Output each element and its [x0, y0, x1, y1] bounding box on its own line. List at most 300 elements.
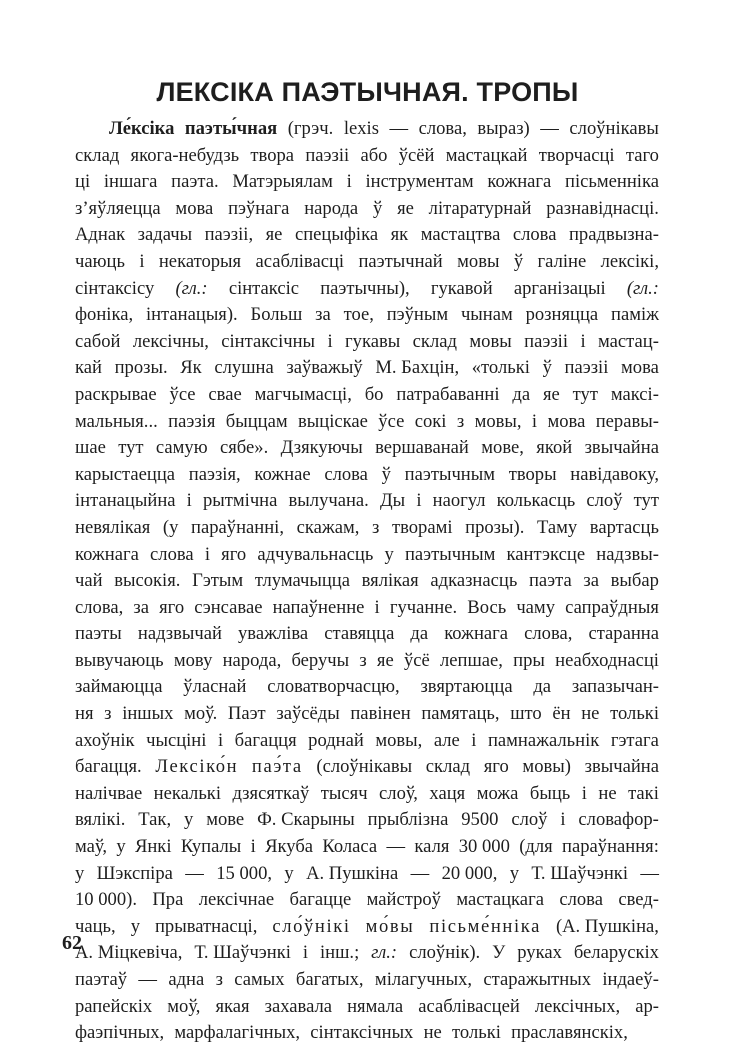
text-line: [75, 621, 659, 648]
word: яе: [397, 197, 414, 219]
word: іншых: [122, 703, 174, 725]
text-line: [75, 914, 659, 941]
word: лексічных,: [534, 995, 621, 1017]
word: патрабаванні: [396, 383, 500, 405]
word: (гл.:: [626, 277, 659, 299]
word: за: [315, 304, 331, 326]
word: лексікі,: [600, 250, 659, 272]
word: 10 000).: [75, 889, 137, 911]
word: (для: [519, 836, 553, 858]
word: напаўненне: [272, 596, 365, 618]
word: і: [471, 729, 477, 751]
word: мовы: [469, 330, 512, 352]
word: паэтычнай: [358, 250, 443, 272]
word: слова,: [75, 596, 124, 618]
word: кай: [75, 357, 102, 379]
word: адчувальнасць: [257, 543, 374, 565]
word: тое,: [343, 304, 374, 326]
word: Вось: [467, 596, 507, 618]
word: памнажальнік: [487, 729, 600, 751]
word: не: [598, 782, 617, 804]
word: не: [423, 1022, 442, 1044]
word: захавала: [264, 995, 333, 1017]
text-line: [75, 329, 659, 356]
word: яго: [159, 596, 185, 618]
word: старажытных: [483, 969, 592, 990]
word: з: [359, 649, 367, 671]
word: асаблівасці: [255, 250, 345, 272]
word: мовы,: [474, 410, 522, 432]
word: яе: [376, 649, 394, 671]
word: неабходнасці: [555, 649, 659, 671]
word: якой: [536, 437, 573, 459]
word: Больш: [250, 304, 303, 326]
word: сло́ўнікі: [272, 915, 351, 937]
word: налічвае: [75, 782, 143, 804]
word: мову: [173, 649, 213, 671]
word: паэтычным: [404, 543, 496, 565]
word: з: [104, 703, 112, 725]
word: творамі: [391, 516, 453, 538]
word: —: [640, 862, 659, 884]
word: склад: [75, 144, 120, 166]
word: М. Бахцін,: [375, 357, 460, 379]
word: вылучана.: [288, 490, 369, 512]
word: выраз): [477, 118, 530, 139]
word: самую: [155, 437, 208, 459]
word: сінтаксісу: [75, 277, 155, 299]
word: павінен: [350, 703, 411, 725]
word: мілагучных,: [374, 969, 473, 990]
word: слоў: [511, 809, 548, 831]
text-line: [75, 887, 659, 914]
word: (грэч.: [287, 118, 334, 139]
word: у: [509, 862, 520, 884]
word: Дзякуючы: [280, 437, 363, 459]
word: паэзія: [168, 410, 216, 432]
text-line: [75, 807, 659, 834]
word: кантэксце: [506, 543, 586, 565]
word: чаму: [516, 596, 555, 618]
text-line: [75, 1020, 659, 1047]
word: ўсе: [169, 383, 196, 405]
word: і: [560, 809, 566, 831]
word: звяртаюцца: [420, 676, 513, 698]
word: індаеў-: [602, 969, 659, 990]
word: марфалагічных,: [174, 1022, 301, 1044]
text-line: [75, 382, 659, 409]
word: у: [130, 915, 140, 937]
word: Т. Шаўчэнкі: [194, 942, 291, 964]
word: ўласнай: [183, 676, 247, 698]
word: мова: [547, 410, 586, 432]
word: лепшае,: [439, 649, 503, 671]
word: вершаванай: [375, 437, 469, 459]
word: пісьме́нніка: [429, 915, 541, 937]
word: роднай: [308, 729, 364, 751]
word: фоніка,: [75, 304, 134, 326]
word: максі-: [610, 383, 659, 405]
word: з: [215, 969, 223, 990]
word: творчасці: [538, 144, 615, 166]
word: наогул: [432, 490, 486, 512]
word: паэтычны),: [320, 277, 410, 299]
word: яго: [221, 543, 247, 565]
word: у: [75, 862, 85, 884]
word: багацце: [289, 889, 352, 911]
word: яго: [483, 756, 509, 778]
word: слова,: [418, 118, 467, 139]
word: народа: [304, 197, 359, 219]
word: слова: [150, 543, 194, 565]
word: літаратурнай: [428, 197, 532, 219]
word: звычайна: [584, 756, 659, 778]
page-number: 62: [62, 932, 82, 954]
word: гучанне.: [389, 596, 458, 618]
word: беларускіх: [573, 942, 659, 964]
word: слова: [559, 889, 603, 911]
word: яе: [265, 224, 283, 246]
word: (гл.:: [175, 277, 208, 299]
word: прыблізна: [367, 809, 449, 831]
word: у: [116, 836, 126, 858]
word: прозы).: [465, 516, 525, 538]
word: мальныя...: [75, 410, 158, 432]
word: такі: [628, 782, 659, 804]
word: Пра: [152, 889, 184, 911]
word: маў,: [75, 836, 107, 858]
word: склад: [425, 756, 471, 778]
word: не: [581, 703, 600, 725]
word: уважліва: [238, 623, 309, 645]
word: словафор-: [578, 809, 659, 831]
word: багацця.: [75, 756, 142, 778]
word: вялікі.: [75, 809, 126, 831]
word: хаця: [429, 782, 466, 804]
word: паміж: [611, 304, 659, 326]
word: інш.;: [319, 942, 360, 964]
word: у: [284, 862, 294, 884]
word: паэтаў: [75, 969, 128, 990]
word: ці: [75, 171, 91, 193]
word: невялікая: [75, 516, 151, 538]
word: самых: [234, 969, 285, 990]
word: Янкі: [134, 836, 172, 858]
word: тлумачыцца: [254, 570, 350, 592]
word: прозы.: [114, 357, 168, 379]
text-line: [75, 595, 659, 622]
word: вартасць: [589, 516, 659, 538]
text-line: [75, 994, 659, 1021]
word: надзвы-: [596, 543, 659, 565]
word: слова: [512, 224, 557, 246]
word: адказнасць: [430, 570, 518, 592]
word: багатых,: [295, 969, 364, 990]
word: словатворчасцю,: [267, 676, 400, 698]
word: чысціні: [146, 729, 207, 751]
word: паэзіі,: [204, 224, 254, 246]
article-text: [75, 116, 659, 1047]
word: ўсёй: [398, 144, 435, 166]
word: У: [492, 942, 506, 964]
word: надзвычай: [137, 623, 222, 645]
word: мовы: [457, 250, 500, 272]
word: пэўным: [386, 304, 449, 326]
word: і: [580, 330, 586, 352]
word: Так,: [138, 809, 172, 831]
word: інтанацыйна: [75, 490, 176, 512]
word: і: [531, 410, 538, 432]
word: за: [583, 570, 599, 592]
word: ставяцца: [324, 623, 395, 645]
word: за: [133, 596, 149, 618]
word: кожнага: [487, 171, 552, 193]
word: толькі: [610, 703, 659, 725]
word: чынам: [460, 304, 513, 326]
word: —: [386, 836, 406, 858]
word: кожнае: [254, 463, 311, 485]
word: народа,: [222, 649, 282, 671]
word: слова,: [524, 623, 573, 645]
word: і: [186, 490, 192, 512]
word: розняцца: [525, 304, 599, 326]
word: багацця: [234, 729, 297, 751]
word: тысяч: [320, 782, 368, 804]
word: і: [250, 836, 256, 858]
word: колькасць: [496, 490, 576, 512]
word: тут: [118, 437, 144, 459]
word: —: [138, 969, 158, 990]
word: з: [456, 410, 465, 432]
text-line: [75, 276, 659, 303]
word: ар-: [635, 995, 659, 1017]
word: быццам: [225, 410, 288, 432]
word: кожнага: [444, 623, 509, 645]
word: і: [581, 782, 587, 804]
word: —: [540, 118, 559, 139]
word: свае: [208, 383, 242, 405]
word: чаюць: [75, 250, 125, 272]
word: праславянскіх,: [511, 1022, 628, 1044]
word: (А. Пушкіна,: [555, 915, 659, 937]
word: Ф. Скарыны: [257, 809, 355, 831]
word: моў,: [167, 995, 201, 1017]
word: паэта: [528, 570, 572, 592]
word: Шэкспіра: [96, 862, 173, 884]
word: можа: [476, 782, 519, 804]
word: Купалы: [180, 836, 242, 858]
word: шае: [75, 437, 106, 459]
word: (слоўнікавы: [316, 756, 413, 778]
word: —: [410, 862, 430, 884]
word: сінтаксіс: [228, 277, 300, 299]
word: вывучаюць: [75, 649, 164, 671]
word: майстроў: [366, 889, 441, 911]
word: Матэрыялам: [232, 171, 333, 193]
word: Аднак: [75, 224, 126, 246]
word: рапейскіх: [75, 995, 153, 1017]
text-line: [75, 249, 659, 276]
word: пры: [513, 649, 545, 671]
word: сабой: [75, 330, 121, 352]
word: выбар: [610, 570, 659, 592]
text-line: [75, 701, 659, 728]
word: паэты́чная: [184, 118, 278, 139]
word: высокія.: [114, 570, 181, 592]
word: мове,: [481, 437, 524, 459]
word: карыстаецца: [75, 463, 176, 485]
word: сінтаксічных: [310, 1022, 414, 1044]
word: «толькі: [471, 357, 530, 379]
text-line: [75, 674, 659, 701]
word: раскрывае: [75, 383, 157, 405]
text-line: [75, 222, 659, 249]
word: сапраўдныя: [565, 596, 659, 618]
word: і: [217, 729, 224, 751]
word: да: [512, 383, 531, 405]
word: магчымасці,: [254, 383, 352, 405]
text-line: [75, 435, 659, 462]
word: гэтага: [610, 729, 659, 751]
text-line: [75, 754, 659, 781]
word: творы: [508, 463, 557, 485]
text-line: [75, 302, 659, 329]
word: гл.:: [371, 942, 398, 964]
word: мовы,: [375, 729, 423, 751]
word: ўсё: [403, 649, 430, 671]
word: як: [390, 224, 409, 246]
word: (у: [162, 516, 179, 538]
text-line: [75, 355, 659, 382]
word: разнавіднасці.: [546, 197, 659, 219]
word: пісьменніка: [565, 171, 659, 193]
word: нямала: [347, 995, 404, 1017]
text-line: [75, 967, 659, 994]
text-line: [75, 542, 659, 569]
word: ахоўнік: [75, 729, 135, 751]
word: сэнсавае: [194, 596, 263, 618]
word: задачы: [137, 224, 193, 246]
word: 30 000: [458, 836, 510, 858]
word: вялікая: [361, 570, 419, 592]
text-line: [75, 488, 659, 515]
word: спецыфіка: [294, 224, 379, 246]
word: лексічны,: [132, 330, 209, 352]
word: галіне: [537, 250, 587, 272]
word: —: [389, 118, 409, 139]
word: іншага: [103, 171, 158, 193]
word: Т. Шаўчэнкі: [531, 862, 629, 884]
word: фаэпічных,: [75, 1022, 165, 1044]
word: пэўнага: [228, 197, 290, 219]
text-line: [75, 861, 659, 888]
word: і: [139, 250, 145, 272]
text-line: [75, 409, 659, 436]
word: ў: [542, 357, 552, 379]
word: сокі: [414, 410, 447, 432]
word: заўсёды: [276, 703, 340, 725]
word: бо: [364, 383, 384, 405]
text-line: [75, 834, 659, 861]
word: тут: [572, 383, 598, 405]
word: руках: [517, 942, 562, 964]
word: Ле́ксіка: [109, 118, 175, 139]
word: А. Міцкевіча,: [75, 942, 183, 964]
text-line: [75, 143, 659, 170]
word: скажам,: [296, 516, 360, 538]
word: чай: [75, 570, 103, 592]
word: ў: [372, 197, 383, 219]
word: паэты: [75, 623, 122, 645]
text-line: [75, 515, 659, 542]
word: ў: [381, 463, 391, 485]
word: памятаць,: [421, 703, 500, 725]
word: запазычан-: [571, 676, 659, 698]
word: асаблівасцей: [418, 995, 520, 1017]
word: толькі: [452, 1022, 501, 1044]
word: паэзіі: [305, 144, 350, 166]
word: старанна: [588, 623, 659, 645]
word: паэ́та: [251, 756, 303, 778]
word: чаць,: [75, 915, 116, 937]
word: А. Пушкіна: [306, 862, 399, 884]
word: і: [204, 543, 210, 565]
word: і: [346, 171, 352, 193]
word: паэзія,: [188, 463, 241, 485]
word: і: [416, 490, 422, 512]
word: з’яўляецца: [75, 197, 161, 219]
text-line: [75, 648, 659, 675]
word: каля: [414, 836, 450, 858]
word: паэтычным: [404, 463, 496, 485]
text-line: [75, 462, 659, 489]
word: Таму: [536, 516, 578, 538]
word: некаторыя: [158, 250, 242, 272]
text-line: [75, 568, 659, 595]
word: моў.: [184, 703, 218, 725]
word: ўсе: [378, 410, 405, 432]
text-line: [75, 196, 659, 223]
word: і: [302, 942, 309, 964]
word: слоўнік).: [409, 942, 481, 964]
word: якая: [215, 995, 250, 1017]
word: ня: [75, 703, 94, 725]
word: прыватнасці,: [154, 915, 258, 937]
word: гукавы: [345, 330, 401, 352]
word: выціскае: [298, 410, 368, 432]
word: і: [374, 596, 380, 618]
word: таго: [625, 144, 659, 166]
word: дзясяткаў: [232, 782, 310, 804]
word: lexis: [343, 118, 379, 139]
word: некалькі: [153, 782, 222, 804]
word: яе: [542, 383, 560, 405]
word: —: [185, 862, 204, 884]
word: твора: [250, 144, 295, 166]
word: мовы): [522, 756, 571, 778]
word: 20 000,: [441, 862, 498, 884]
word: кожнага: [75, 543, 139, 565]
text-line: [75, 940, 659, 967]
word: Гэтым: [192, 570, 244, 592]
word: што: [510, 703, 542, 725]
word: Паэт: [227, 703, 266, 725]
word: інтанацыя).: [145, 304, 238, 326]
word: Лексіко́н: [155, 756, 239, 778]
word: слушна: [214, 357, 274, 379]
text-line: [75, 781, 659, 808]
word: лексічнае: [198, 889, 275, 911]
